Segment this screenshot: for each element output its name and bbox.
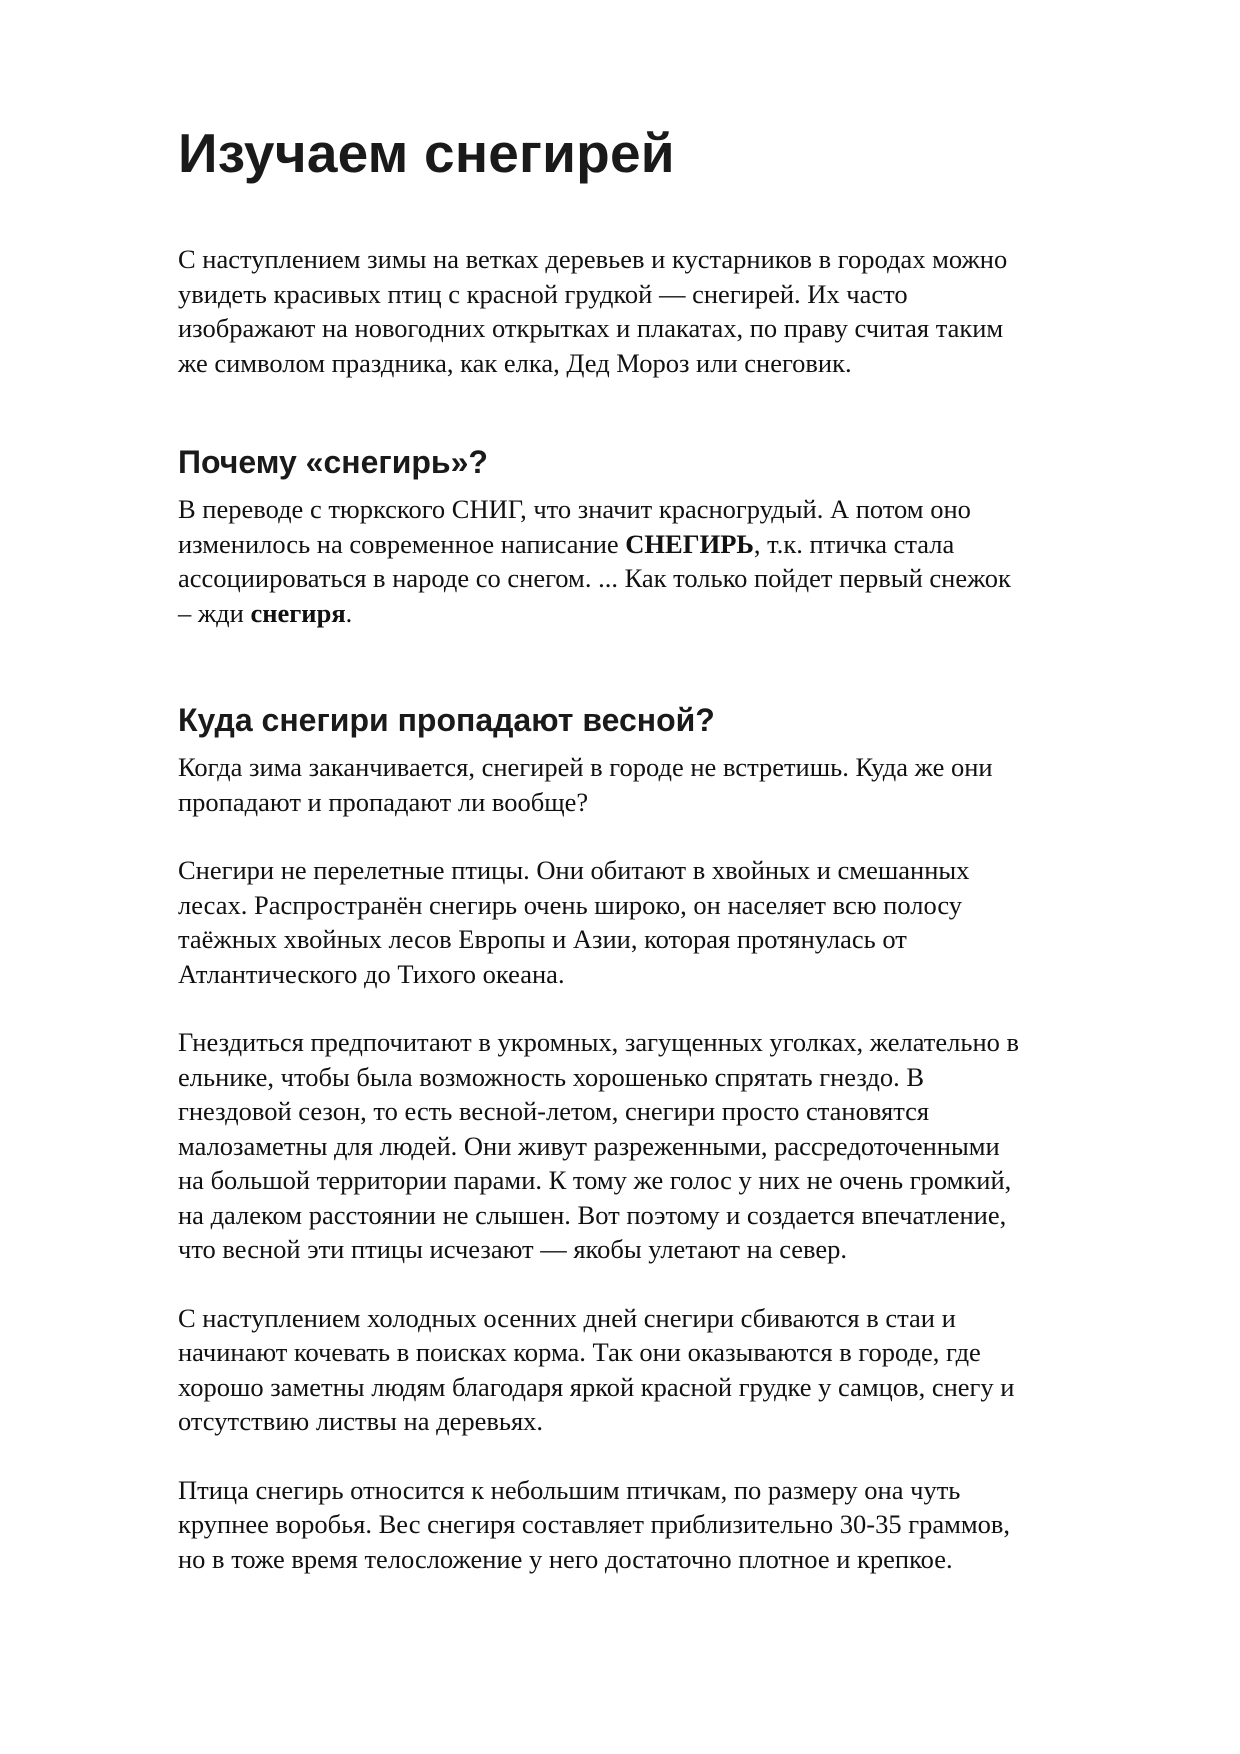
- text-line: Когда зима заканчивается, снегирей в городе не встретишь. Куда же они: [178, 752, 993, 782]
- text-line: гнездовой сезон, то есть весной-летом, снегири просто становятся: [178, 1096, 930, 1126]
- text-line: малозаметны для людей. Они живут разреженными, рассредоточенными: [178, 1130, 1000, 1161]
- text-line: таёжных хвойных лесов Европы и Азии, которая протянулась от: [178, 924, 907, 954]
- text-line: Снегири не перелетные птицы. Они обитают в хвойных и смешанных: [178, 855, 970, 885]
- text-line: В переводе с тюркского СНИГ, что значит красногрудый. А потом оно: [178, 494, 971, 524]
- document-page: [178, 120, 1158, 1576]
- text-line: хорошо заметны людям благодаря яркой красной грудке у самцов, снегу и: [178, 1371, 1015, 1402]
- text-line: что весной эти птицы исчезают — якобы улетают на север.: [178, 1234, 848, 1264]
- section-heading-spring: Куда снегири пропадают весной?: [178, 702, 715, 738]
- text-line: на далеком расстоянии не слышен. Вот поэтому и создается впечатление,: [178, 1199, 1007, 1230]
- page-title: Изучаем снегирей: [178, 122, 675, 184]
- spring-paragraph-2: [178, 853, 1158, 991]
- text-line: ельнике, чтобы была возможность хорошенько спрятать гнездо. В: [178, 1061, 925, 1092]
- intro-paragraph: [178, 242, 1158, 380]
- text-line: на большой территории парами. К тому же голос у них не очень громкий,: [178, 1165, 1012, 1195]
- text-fragment: , т.к. птичка стала: [753, 528, 955, 559]
- text-line: Атлантического до Тихого океана.: [178, 958, 565, 989]
- text-line: отсутствию листвы на деревьях.: [178, 1406, 544, 1436]
- text-line: увидеть красивых птиц с красной грудкой — снегирей. Их часто: [178, 278, 908, 309]
- text-line: изображают на новогодних открытках и плакатах, по праву считая таким: [178, 313, 1004, 343]
- spring-paragraph-3: [178, 1025, 1158, 1267]
- text-line: С наступлением зимы на ветках деревьев и кустарников в городах можно: [178, 244, 1008, 274]
- text-fragment: .: [345, 597, 353, 628]
- text-line: пропадают и пропадают ли вообще?: [178, 786, 589, 817]
- text-fragment: изменилось на современное написание: [178, 528, 626, 559]
- text-line: Птица снегирь относится к небольшим птичкам, по размеру она чуть: [178, 1474, 961, 1505]
- spring-paragraph-5: [178, 1473, 1158, 1577]
- text-line: начинают кочевать в поисках корма. Так они оказываются в городе, где: [178, 1337, 981, 1367]
- text-line: С наступлением холодных осенних дней снегири сбиваются в стаи и: [178, 1302, 956, 1333]
- section-heading-why-name: Почему «снегирь»?: [178, 444, 488, 480]
- text-line: лесах. Распространён снегирь очень широко, он населяет всю полосу: [178, 889, 963, 920]
- etymology-paragraph: [178, 492, 1158, 630]
- text-line: ассоциироваться в народе со снегом. ... Как только пойдет первый снежок: [178, 563, 1011, 593]
- bold-term: СНЕГИРЬ: [625, 528, 754, 559]
- spring-paragraph-4: [178, 1301, 1158, 1439]
- text-line: Гнездиться предпочитают в укромных, загущенных уголках, желательно в: [178, 1027, 1020, 1057]
- text-line: же символом праздника, как елка, Дед Мороз или снеговик.: [178, 347, 852, 378]
- text-fragment: – жди: [178, 597, 251, 628]
- bold-term: снегиря: [250, 597, 346, 628]
- text-line: но в тоже время телосложение у него достаточно плотное и крепкое.: [178, 1543, 953, 1574]
- spring-paragraph-1: [178, 750, 1158, 819]
- text-line: крупнее воробья. Вес снегиря составляет приблизительно 30-35 граммов,: [178, 1509, 1011, 1539]
